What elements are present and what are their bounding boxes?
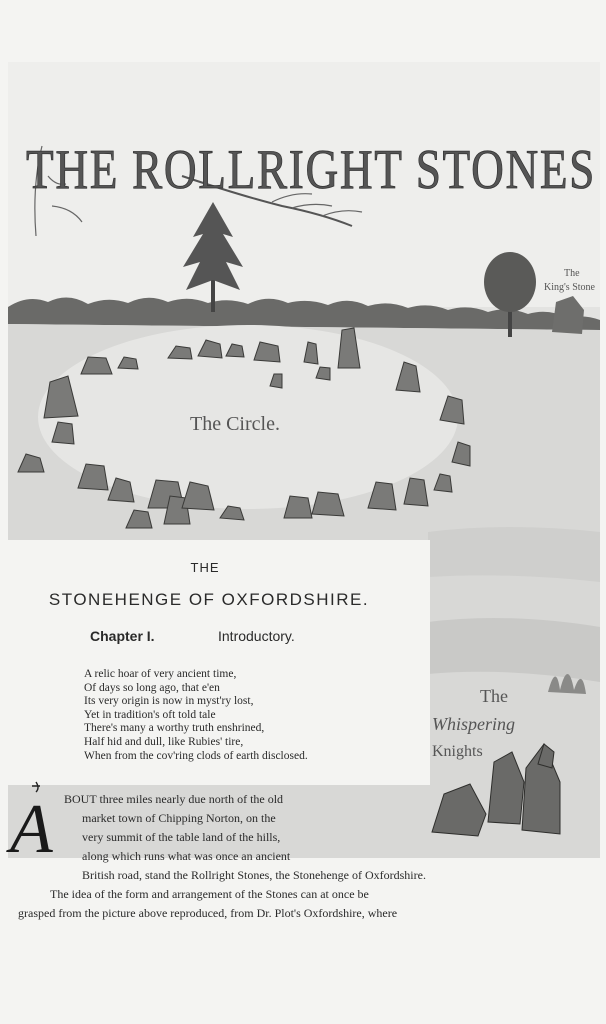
body-line: BOUT three miles nearly due north of the old: [64, 792, 284, 806]
drop-cap: [6, 780, 62, 860]
poem-line: Of days so long ago, that e'en: [84, 681, 220, 694]
whispering-label-3: Knights: [432, 743, 483, 760]
poem-line: Its very origin is now in myst'ry lost,: [84, 695, 254, 708]
heading-subtitle: STONEHENGE OF OXFORDSHIRE.: [48, 590, 370, 609]
kings-stone-label-1: The: [564, 268, 580, 279]
body-line: British road, stand the Rollright Stones, the Stonehenge of Oxfordshire.: [82, 868, 426, 882]
body-line: very summit of the table land of the hills,: [82, 830, 281, 844]
poem-line: Half hid and dull, like Rubies' tire,: [84, 735, 244, 748]
heading-the: THE: [190, 560, 220, 575]
poem-line: There's many a worthy truth enshrined,: [84, 722, 265, 735]
whispering-label-2: Whispering: [432, 714, 515, 734]
body-line: market town of Chipping Norton, on the: [82, 811, 276, 825]
poem-line: Yet in tradition's oft told tale: [84, 708, 216, 721]
poem: [84, 668, 308, 763]
circle-label: The Circle.: [190, 413, 280, 435]
body-line: The idea of the form and arrangement of the Stones can at once be: [50, 887, 369, 901]
chapter-title: Introductory.: [218, 628, 295, 644]
drop-cap-letter: A: [10, 791, 53, 860]
poem-line: A relic hoar of very ancient time,: [84, 668, 237, 680]
main-title: THE ROLLRIGHT STONES: [26, 139, 596, 201]
poem-line: When from the cov'ring clods of earth disclosed.: [84, 749, 308, 762]
body-line: along which runs what was once an ancient: [82, 849, 291, 863]
title-lettering: [22, 96, 602, 236]
chapter-number: Chapter I.: [90, 628, 155, 644]
body-line: grasped from the picture above reproduced, from Dr. Plot's Oxfordshire, where: [18, 906, 398, 920]
kings-stone-label-2: King's Stone: [544, 282, 595, 293]
whispering-label-1: The: [480, 686, 508, 706]
